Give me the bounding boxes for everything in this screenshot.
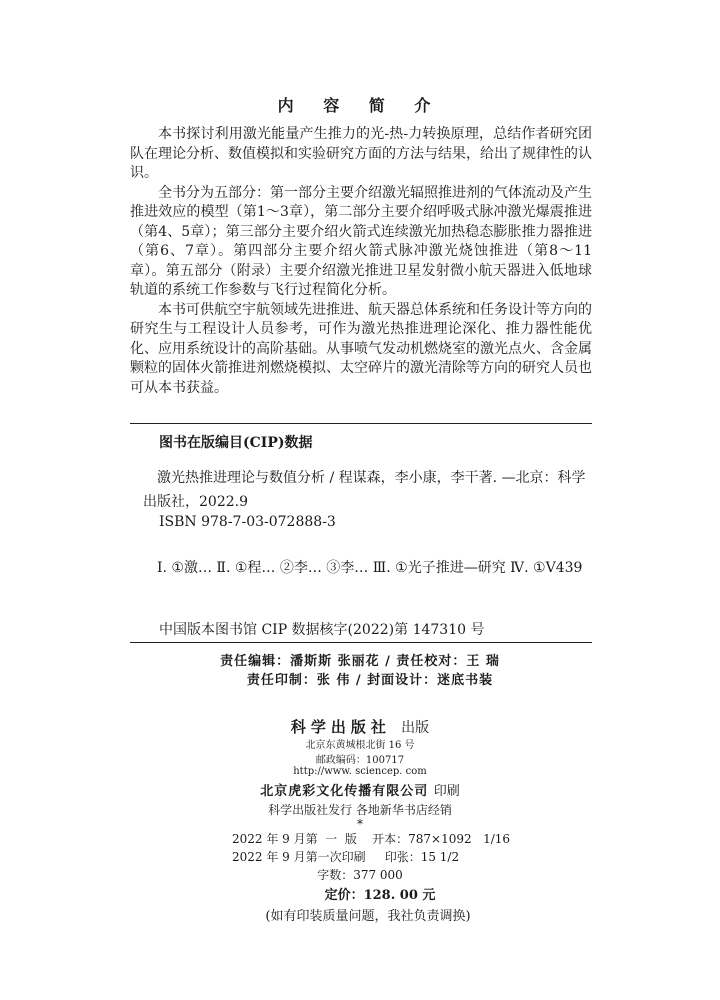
quality-note: (如有印装质量问题，我社负责调换) (265, 909, 471, 924)
summary-paragraph: 本书探讨利用激光能量产生推力的光-热-力转换原理，总结作者研究团队在理论分析、数值模拟和实验研究方面的方法与结果，给出了规律性的认识。 (130, 126, 592, 181)
word-count: 字数：377 000 (317, 868, 403, 882)
summary-paragraph: 全书分为五部分：第一部分主要介绍激光辐照推进剂的气体流动及产生推进效应的模型（第1～3章），第二部分主要介绍呼吸式脉冲激光爆震推进（第4、5章）；第三部分主要介绍火箭式连续激光加热稳态膨胀推力器推进（第6、7章）。第四部分主要介绍火箭式脉冲激光烧蚀推进（第8～11章）。第五部分（附录）主要介绍激光推进卫星发射微小航天器进入低地球轨道的系统工作参数与飞行过程简化分析。 (130, 184, 592, 298)
publisher-line (0, 716, 720, 737)
publisher-address: 北京东黄城根北街 16 号 (305, 740, 415, 751)
printer-suffix: 印刷 (433, 784, 460, 799)
publisher-url: http://www. sciencep. com (293, 766, 427, 777)
summary-body (130, 125, 592, 398)
separator-star: * (357, 817, 363, 831)
cip-heading: 图书在版编目(CIP)数据 (159, 435, 313, 451)
cip-description: 激光热推进理论与数值分析 / 程谋森，李小康，李干著. —北京：科学出版社，2022.9 (143, 470, 586, 510)
printer-name: 北京虎彩文化传播有限公司 (260, 784, 429, 799)
production-credits: 责任印制：张 伟 / 封面设计：迷底书装 (246, 673, 494, 688)
cip-number: 中国版本图书馆 CIP 数据核字(2022)第 147310 号 (159, 622, 485, 638)
printer-line (0, 780, 720, 799)
cip-bottom-rule (130, 642, 592, 643)
summary-title: 内 容 简 介 (277, 96, 443, 115)
price: 定价：128. 00 元 (324, 888, 436, 903)
publisher-postcode: 邮政编码：100717 (315, 755, 405, 766)
summary-paragraph: 本书可供航空宇航领域先进推进、航天器总体系统和任务设计等方向的研究生与工程设计人员参考，可作为激光热推进理论深化、推力器性能优化、应用系统设计的高阶基础。从事喷气发动机燃烧室的激光点火、含金属颗粒的固体火箭推进剂燃烧模拟、太空碎片的激光清除等方向的研究人员也可从本书获益。 (130, 301, 592, 396)
printing-line: 2022 年 9 月第一次印刷 印张：15 1/2 (232, 850, 460, 864)
cip-classification: Ⅰ. ①激… Ⅱ. ①程… ②李… ③李… Ⅲ. ①光子推进—研究 Ⅳ. ①V439 (157, 560, 583, 576)
publisher-name: 科学出版社 (290, 718, 391, 736)
edition-line: 2022 年 9 月第 一 版 开本：787×1092 1/16 (232, 832, 511, 846)
distribution-line: 科学出版社发行 各地新华书店经销 (268, 803, 452, 817)
cip-isbn: ISBN 978-7-03-072888-3 (159, 514, 336, 530)
editor-credits: 责任编辑：潘斯斯 张丽花 / 责任校对：王 瑞 (220, 654, 500, 669)
publisher-suffix: 出版 (401, 720, 430, 736)
cip-top-rule (130, 423, 592, 424)
